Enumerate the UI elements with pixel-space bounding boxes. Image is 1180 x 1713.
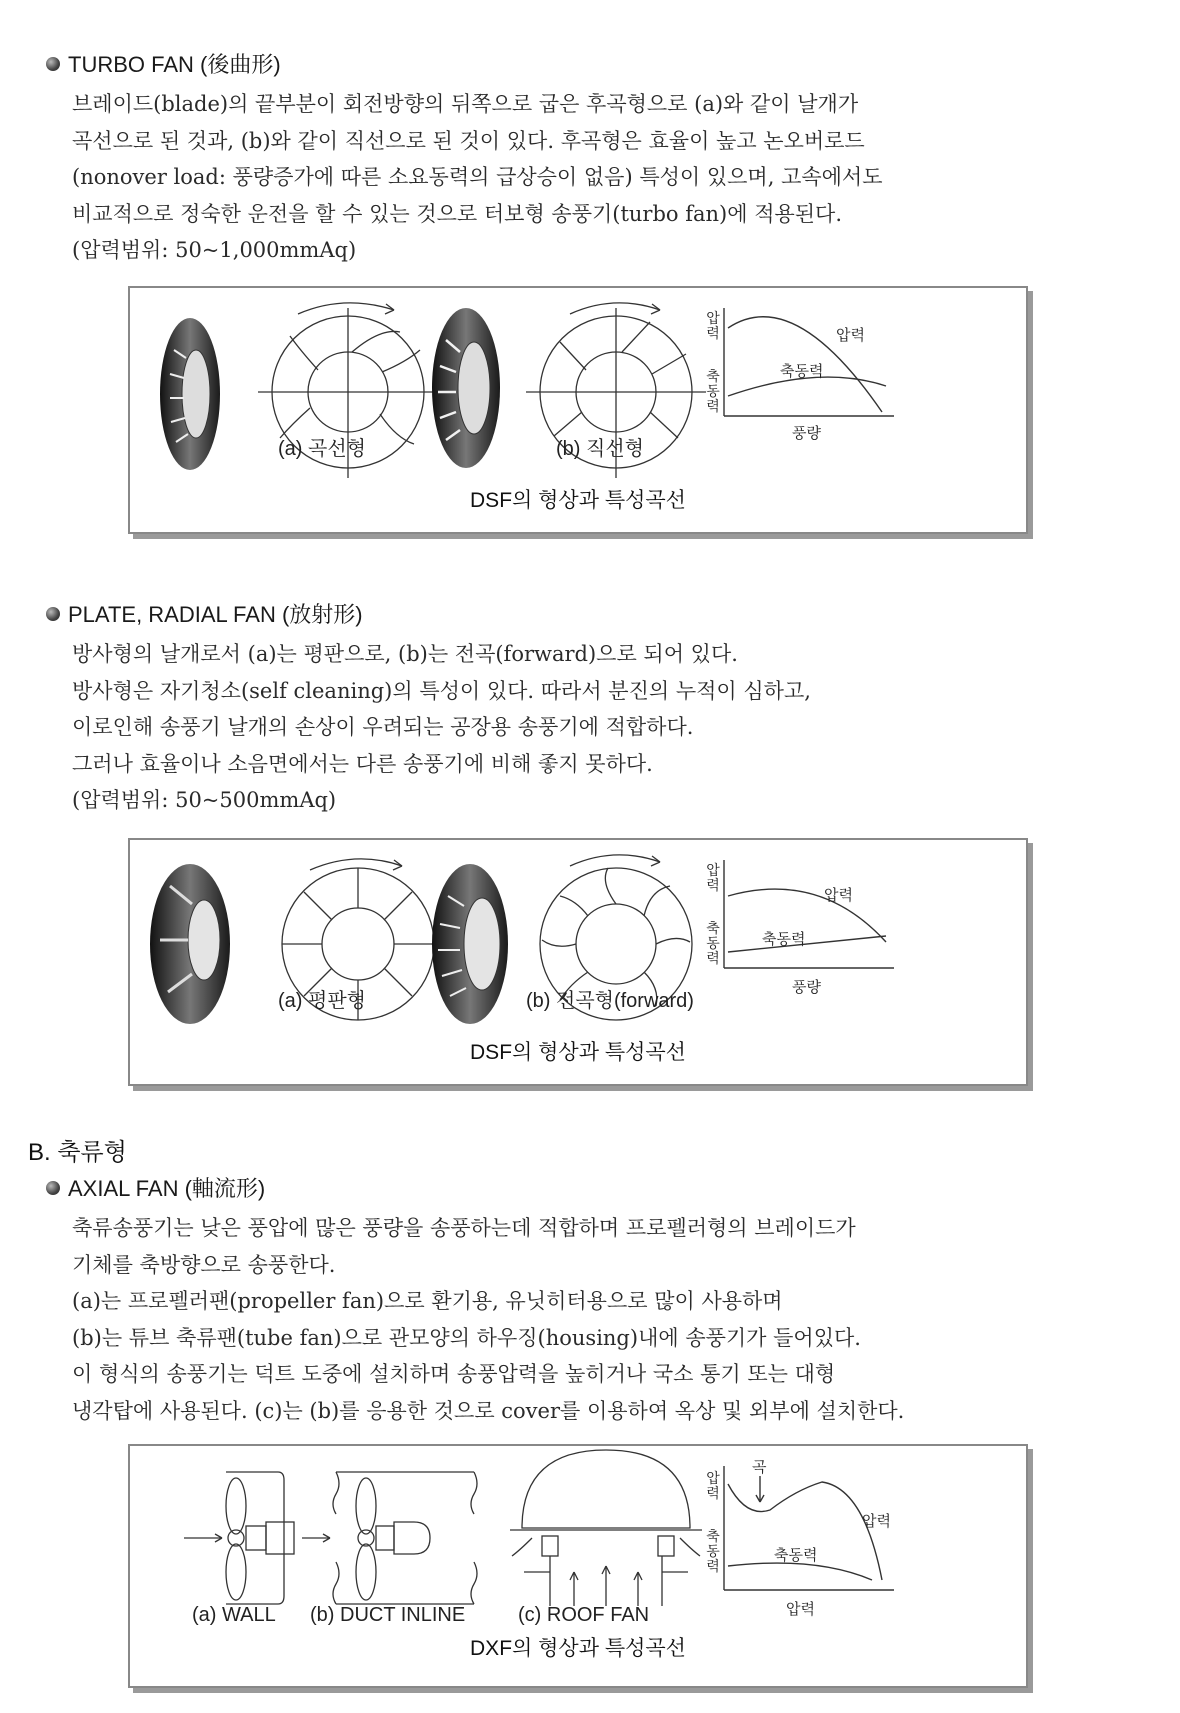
- x-label: 풍량: [792, 978, 821, 996]
- axial-line: 냉각탑에 사용된다. (c)는 (b)를 응용한 것으로 cover를 이용하여 옥상 및 외부에 설치한다.: [72, 1398, 905, 1423]
- plate-line: 이로인해 송풍기 날개의 손상이 우려되는 공장용 송풍기에 적합하다.: [72, 715, 694, 739]
- y-label-power: 축동력: [706, 921, 720, 967]
- turbo-figure-title: DSF의 형상과 특성곡선: [470, 489, 686, 512]
- turbo-caption-a: (a) 곡선형: [278, 438, 366, 460]
- turbo-paragraph: [72, 86, 883, 269]
- curve-label-dip: 곡: [752, 1458, 767, 1476]
- turbo-line: 브레이드(blade)의 끝부분이 회전방향의 뒤쪽으로 굽은 후곡형으로 (a)와 같이 날개가: [72, 92, 859, 116]
- x-label: 풍량: [792, 424, 821, 442]
- plate-line: (압력범위: 50~500mmAq): [72, 788, 337, 812]
- plate-caption-b: (b) 전곡형(forward): [526, 990, 694, 1012]
- axial-caption-c: (c) ROOF FAN: [518, 1604, 650, 1626]
- bullet-icon: [46, 1181, 60, 1195]
- axial-caption-a: (a) WALL: [192, 1604, 276, 1626]
- plate-heading: [46, 598, 363, 629]
- turbo-figure: [128, 286, 1028, 534]
- turbo-caption-b: (b) 직선형: [556, 438, 644, 460]
- power-curve: [728, 936, 886, 952]
- turbo-line: 비교적으로 정숙한 운전을 할 수 있는 것으로 터보형 송풍기(turbo fan)에 적용된다.: [72, 201, 843, 226]
- y-label-power: 축동력: [706, 369, 720, 415]
- axial-section-heading: B. 축류형: [28, 1139, 127, 1166]
- axial-line: 이 형식의 송풍기는 덕트 도중에 설치하며 송풍압력을 높히거나 국소 통기 또는 대형: [72, 1362, 836, 1386]
- plate-heading-text: PLATE, RADIAL FAN (放射形): [68, 602, 363, 627]
- plate-caption-a: (a) 평판형: [278, 990, 366, 1012]
- axial-line: (a)는 프로펠러팬(propeller fan)으로 환기용, 유닛히터용으로 많이 사용하며: [72, 1289, 783, 1313]
- axial-paragraph: [72, 1210, 904, 1429]
- plate-line: 방사형의 날개로서 (a)는 평판으로, (b)는 전곡(forward)으로 되어 있다.: [72, 642, 738, 666]
- axial-figure: [128, 1444, 1028, 1688]
- roof-fan-diagram: [510, 1450, 702, 1606]
- impeller-forward-icon: [432, 864, 508, 1024]
- turbo-heading: [46, 48, 281, 79]
- curve-label-pressure: 압력: [824, 886, 853, 904]
- impeller-b-icon: [432, 308, 500, 468]
- power-curve: [728, 1563, 872, 1580]
- plate-line: 그러나 효율이나 소음면에서는 다른 송풍기에 비해 좋지 못하다.: [72, 751, 653, 776]
- turbo-line: 곡선으로 된 것과, (b)와 같이 직선으로 된 것이 있다. 후곡형은 효율이 높고 논오버로드: [72, 128, 865, 153]
- impeller-a-icon: [160, 318, 220, 470]
- bullet-icon: [46, 57, 60, 71]
- y-label-pressure: 압력: [706, 863, 720, 894]
- y-label-pressure: 압력: [706, 1471, 720, 1502]
- curve-label-power: 축동력: [762, 930, 806, 948]
- pressure-curve: [728, 889, 886, 942]
- plate-paragraph: [72, 636, 811, 819]
- y-label-power: 축동력: [706, 1529, 720, 1575]
- axial-heading-text: AXIAL FAN (軸流形): [68, 1176, 266, 1201]
- axial-line: (b)는 튜브 축류팬(tube fan)으로 관모양의 하우징(housing)내에 송풍기가 들어있다.: [72, 1325, 861, 1350]
- wall-fan-diagram: [184, 1472, 294, 1604]
- bullet-icon: [46, 607, 60, 621]
- curve-label-power: 축동력: [774, 1546, 818, 1564]
- pressure-curve: [728, 1482, 882, 1580]
- y-label-pressure: 압력: [706, 311, 720, 342]
- axial-heading: [46, 1172, 265, 1203]
- axial-line: 축류송풍기는 낮은 풍압에 많은 풍량을 송풍하는데 적합하며 프로펠러형의 브레이드가: [72, 1216, 856, 1240]
- axial-caption-b: (b) DUCT INLINE: [310, 1604, 466, 1626]
- x-label: 압력: [786, 1600, 815, 1618]
- turbo-line: (nonover load: 풍량증가에 따른 소요동력의 급상승이 없음) 특성이 있으며, 고속에서도: [72, 165, 883, 189]
- axial-figure-title: DXF의 형상과 특성곡선: [470, 1637, 686, 1660]
- duct-inline-diagram: [302, 1472, 477, 1604]
- plate-characteristic-graph: [724, 860, 894, 968]
- curve-label-pressure: 압력: [836, 326, 865, 344]
- plate-figure: [128, 838, 1028, 1086]
- impeller-plate-icon: [150, 864, 230, 1024]
- plate-figure-title: DSF의 형상과 특성곡선: [470, 1041, 686, 1064]
- plate-line: 방사형은 자기청소(self cleaning)의 특성이 있다. 따라서 분진의 누적이 심하고,: [72, 678, 811, 703]
- curve-label-pressure: 압력: [862, 1512, 891, 1530]
- turbo-line: (압력범위: 50~1,000mmAq): [72, 238, 357, 262]
- curve-label-power: 축동력: [780, 362, 824, 380]
- axial-line: 기체를 축방향으로 송풍한다.: [72, 1252, 336, 1277]
- turbo-heading-text: TURBO FAN (後曲形): [68, 52, 281, 77]
